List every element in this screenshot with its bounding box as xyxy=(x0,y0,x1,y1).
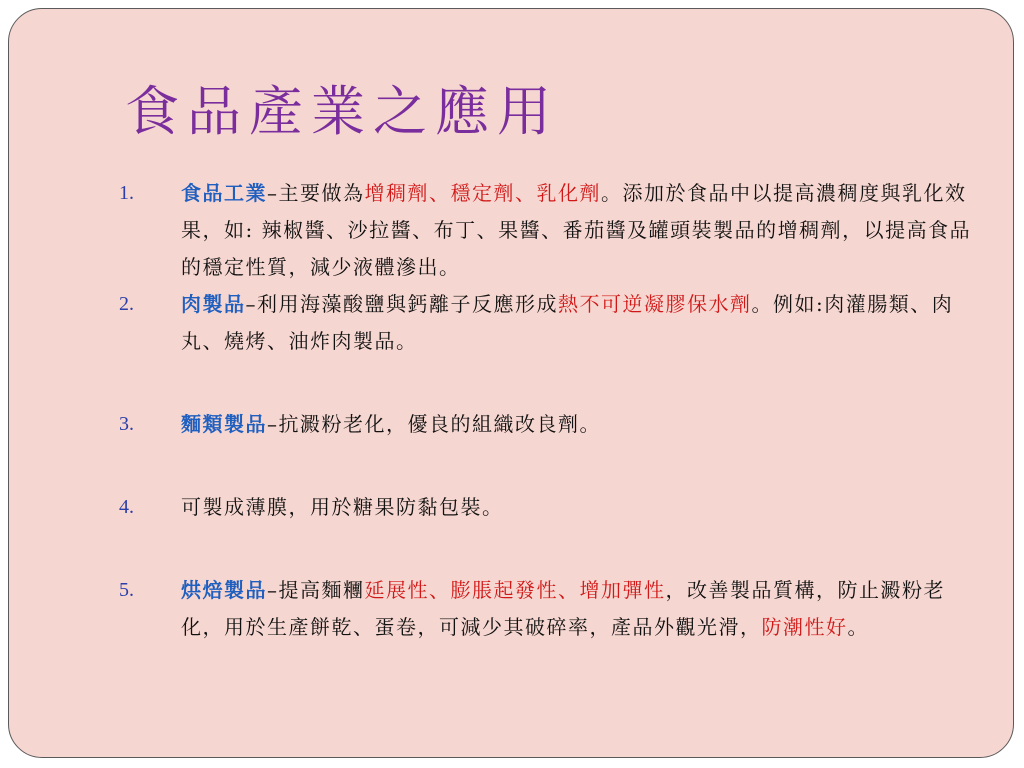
item-number: 1. xyxy=(119,182,134,204)
item-highlight: 增稠劑、穩定劑、乳化劑 xyxy=(364,181,601,205)
item-text: –提高麵糰 xyxy=(267,578,365,602)
item-text: 。添加於食品中以提高濃稠度與乳化效果，如: 辣椒醬、沙拉醬、布丁、果醬、番茄醬及罐頭裝製品的增稠劑，以提高食品的穩定性質，減少液體滲出。 xyxy=(181,181,972,279)
item-keyword: 麵類製品 xyxy=(181,412,267,436)
item-highlight: 熱不可逆凝膠保水劑 xyxy=(558,292,752,316)
slide-title: 食品產業之應用 xyxy=(125,80,559,143)
item-text: –主要做為 xyxy=(267,181,365,205)
list-item-5 xyxy=(119,572,979,646)
item-text: 可製成薄膜，用於糖果防黏包裝。 xyxy=(181,495,504,519)
slide-background xyxy=(8,8,1014,758)
item-keyword: 食品工業 xyxy=(181,181,267,205)
item-keyword: 肉製品 xyxy=(181,292,246,316)
item-highlight: 延展性、膨脹起發性、增加彈性 xyxy=(364,578,666,602)
item-keyword: 烘焙製品 xyxy=(181,578,267,602)
item-highlight: 防潮性好 xyxy=(761,615,848,639)
item-number: 2. xyxy=(119,293,134,315)
item-number: 5. xyxy=(119,579,134,601)
list-item-4 xyxy=(119,489,979,526)
item-text: 。例如:肉灌腸類、肉丸、燒烤、油炸肉製品。 xyxy=(181,292,954,353)
item-text: 。 xyxy=(847,615,869,639)
item-number: 4. xyxy=(119,496,134,518)
list-item-1 xyxy=(119,175,979,286)
item-text: ，改善製品質構，防止澱粉老化，用於生產餅乾、蛋卷，可減少其破碎率，產品外觀光滑， xyxy=(181,578,945,639)
item-text: –抗澱粉老化，優良的組織改良劑。 xyxy=(267,412,601,436)
item-text: –利用海藻酸鹽與鈣離子反應形成 xyxy=(245,292,558,316)
item-number: 3. xyxy=(119,413,134,435)
list-item-2 xyxy=(119,286,979,360)
bullet-list xyxy=(119,175,979,646)
list-item-3 xyxy=(119,406,979,443)
